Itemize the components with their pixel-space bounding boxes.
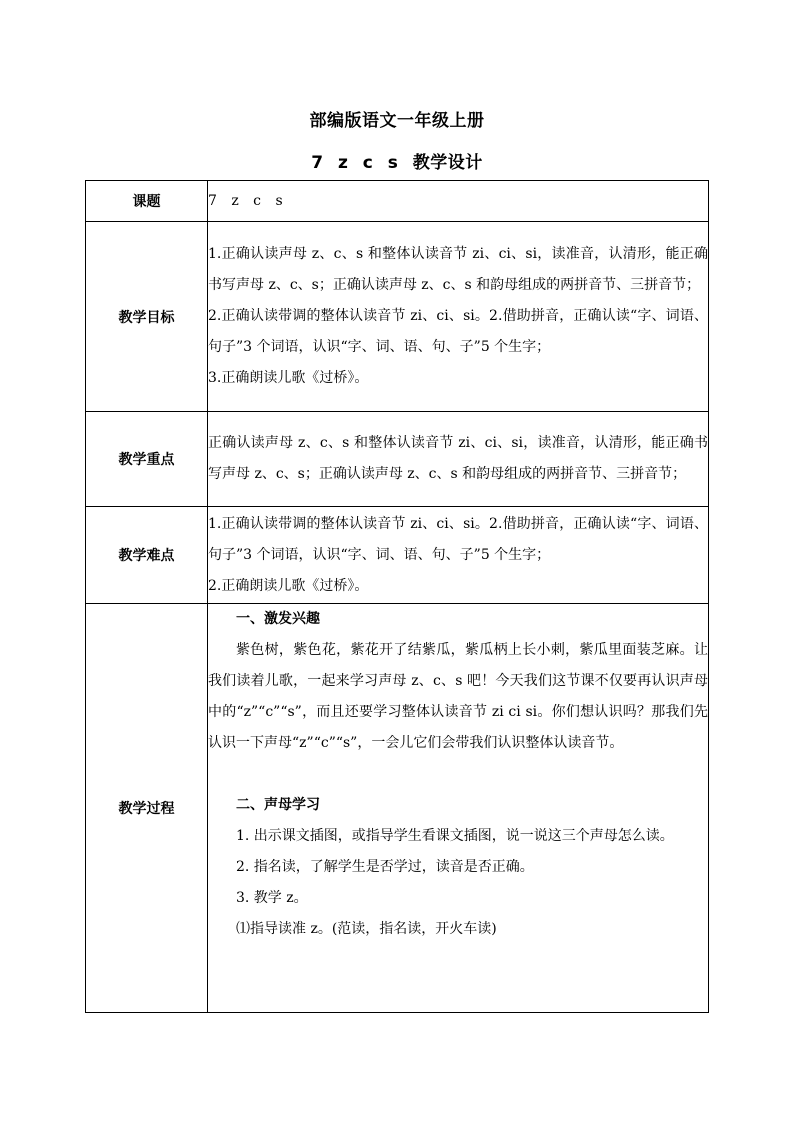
goal-item: 2.正确认读带调的整体认读音节 zi、ci、si。2.借助拼音，正确认读“字、词语、句子”3 个词语，认识“字、词、语、句、子”5 个生字； bbox=[208, 308, 708, 355]
table-row-process bbox=[86, 604, 709, 1013]
table-row-topic bbox=[86, 181, 709, 222]
key-points-text: 正确认读声母 z、c、s 和整体认读音节 zi、ci、si，读准音，认清形，能正确书写声母 z、c、s；正确认读声母 z、c、s 和韵母组成的两拼音节、三拼音节； bbox=[208, 435, 708, 482]
process-content bbox=[208, 604, 709, 1013]
document-title: 部编版语文一年级上册 bbox=[309, 111, 485, 131]
goal-item: 3.正确朗读儿歌《过桥》。 bbox=[208, 370, 369, 386]
goal-item: 1.正确认读声母 z、c、s 和整体认读音节 zi、ci、si，读准音，认清形，能正确书写声母 z、c、s；正确认读声母 z、c、s 和韵母组成的两拼音节、三拼音节； bbox=[208, 246, 708, 293]
goals-label: 教学目标 bbox=[86, 222, 208, 412]
document-subtitle: 7 z c s 教学设计 bbox=[311, 153, 483, 173]
difficulty-item: 1.正确认读带调的整体认读音节 zi、ci、si。2.借助拼音，正确认读“字、词语、句子”3 个词语，认识“字、词、语、句、子”5 个生字； bbox=[208, 515, 708, 563]
key-points-content bbox=[208, 412, 709, 507]
topic-value: 7 z c s bbox=[208, 181, 709, 222]
difficulties-content bbox=[208, 507, 709, 604]
section-heading: 一、激发兴趣 bbox=[236, 611, 320, 627]
process-label: 教学过程 bbox=[86, 604, 208, 1013]
spacer bbox=[208, 759, 708, 790]
lesson-plan-table bbox=[85, 180, 709, 1013]
step-item: ⑴指导读准 z。(范读，指名读，开火车读) bbox=[236, 921, 497, 937]
section-heading: 二、声母学习 bbox=[236, 797, 320, 813]
step-item: 1. 出示课文插图，或指导学生看课文插图，说一说这三个声母怎么读。 bbox=[236, 828, 674, 844]
table-row-goals bbox=[86, 222, 709, 412]
table-row-key-points bbox=[86, 412, 709, 507]
topic-label: 课题 bbox=[86, 181, 208, 222]
key-points-label: 教学重点 bbox=[86, 412, 208, 507]
step-item: 3. 教学 z。 bbox=[236, 890, 308, 906]
step-item: 2. 指名读，了解学生是否学过，读音是否正确。 bbox=[236, 859, 534, 875]
table-row-difficulties bbox=[86, 507, 709, 604]
difficulties-label: 教学难点 bbox=[86, 507, 208, 604]
section-paragraph: 紫色树，紫色花，紫花开了结紫瓜，紫瓜柄上长小刺，紫瓜里面装芝麻。让我们读着儿歌，一起来学习声母 z、c、s 吧！今天我们这节课不仅要再认识声母中的“z”“c”“s”，而且还要学习整体认读音节 zi ci si。你们想认识吗？那我们先认识一下声母“z”“c”“s”，一会儿它们会带我们认识整体认读音节。 bbox=[208, 642, 708, 751]
difficulty-item: 2.正确朗读儿歌《过桥》。 bbox=[208, 577, 369, 594]
goals-content bbox=[208, 222, 709, 412]
